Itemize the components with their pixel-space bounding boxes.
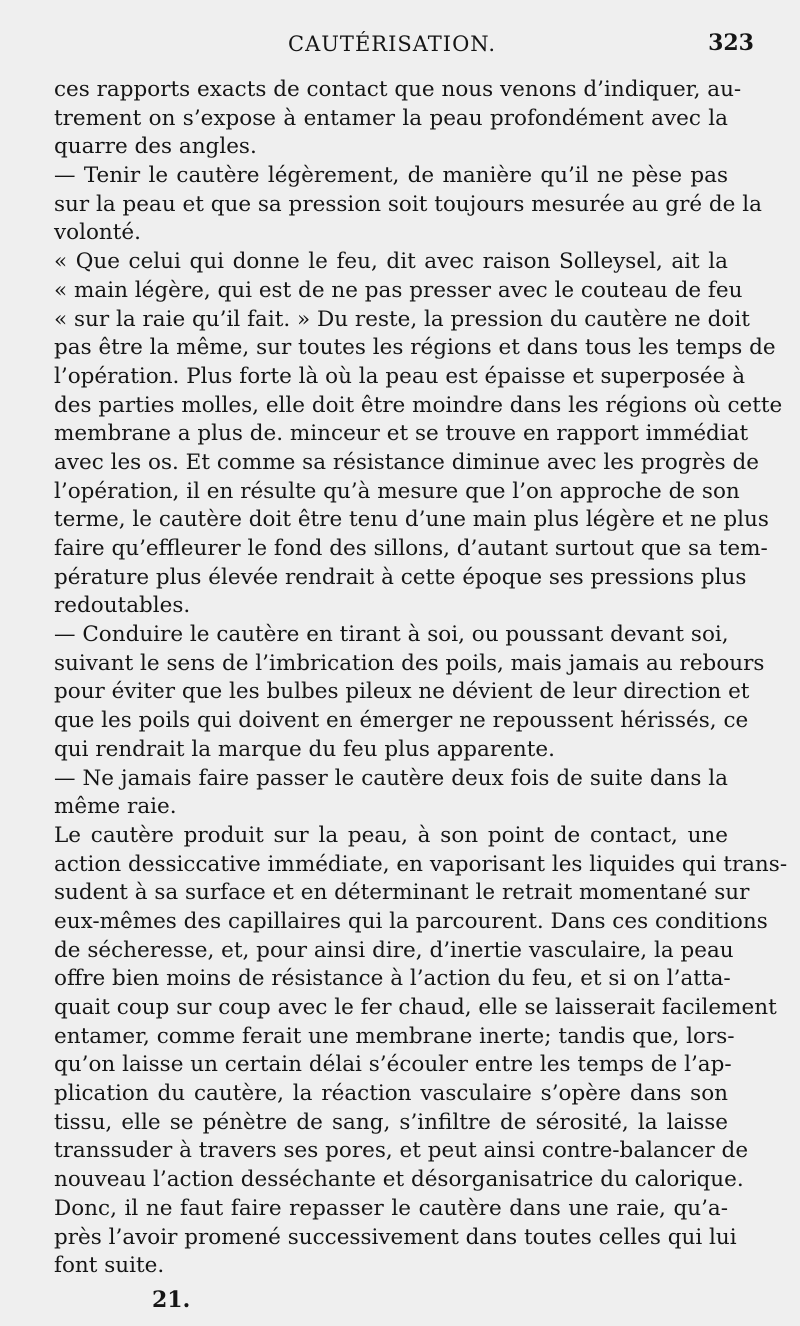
text-line: « Que celui qui donne le feu, dit avec raison Solleysel, ait la — [54, 249, 728, 275]
text-line: faire qu’effleurer le fond des sillons, d’autant surtout que sa tem- — [54, 536, 768, 561]
page-number: 323 — [708, 30, 754, 56]
text-line: sur la peau et que sa pression soit toujours mesurée au gré de la — [54, 191, 762, 217]
text-line: terme, le cautère doit être tenu d’une main plus légère et ne plus — [54, 507, 769, 533]
text-line: avec les os. Et comme sa résistance diminue avec les progrès de — [54, 449, 759, 475]
text-line: des parties molles, elle doit être moindre dans les régions où cette — [54, 392, 783, 418]
text-line: plication du cautère, la réaction vasculaire s’opère dans son — [54, 1081, 728, 1107]
text-line: « main légère, qui est de ne pas presser avec le couteau de feu — [54, 277, 743, 303]
text-line: quarre des angles. — [54, 134, 257, 160]
text-line: Le cautère produit sur la peau, à son point de contact, une — [54, 822, 728, 848]
text-line: offre bien moins de résistance à l’action du feu, et si on l’atta- — [54, 966, 731, 992]
text-line: qu’on laisse un certain délai s’écouler entre les temps de l’ap- — [54, 1052, 732, 1078]
text-line: pérature plus élevée rendrait à cette époque ses pressions plus — [54, 564, 747, 590]
running-header-title: CAUTÉRISATION. — [288, 32, 497, 56]
text-line: Donc, il ne faut faire repasser le cautère dans une raie, qu’a- — [54, 1195, 728, 1221]
text-line: « sur la raie qu’il fait. » Du reste, la pression du cautère ne doit — [54, 306, 750, 332]
text-line: l’opération, il en résulte qu’à mesure que l’on approche de son — [54, 478, 740, 504]
text-line: entamer, comme ferait une membrane inerte; tandis que, lors- — [54, 1023, 735, 1049]
text-line: action dessiccative immédiate, en vaporisant les liquides qui trans- — [54, 851, 788, 877]
text-line: volonté. — [54, 220, 141, 246]
text-line: membrane a plus de. minceur et se trouve en rapport immédiat — [54, 421, 749, 447]
text-line: l’opération. Plus forte là où la peau est épaisse et superposée à — [54, 363, 746, 389]
text-line: même raie. — [54, 794, 177, 820]
text-line: quait coup sur coup avec le fer chaud, elle se laisserait facilement — [54, 995, 777, 1020]
text-line: près l’avoir promené successivement dans toutes celles qui lui — [54, 1224, 737, 1250]
text-line: — Ne jamais faire passer le cautère deux fois de suite dans la — [54, 765, 728, 791]
text-line: nouveau l’action desséchante et désorganisatrice du calorique. — [54, 1167, 744, 1193]
body-text — [54, 76, 788, 1281]
text-line: — Tenir le cautère légèrement, de manière qu’il ne pèse pas — [54, 163, 728, 189]
text-line: trement on s’expose à entamer la peau profondément avec la — [54, 105, 728, 131]
text-line: transsuder à travers ses pores, et peut ainsi contre-balancer de — [54, 1138, 749, 1164]
text-line: pas être la même, sur toutes les régions et dans tous les temps de — [54, 335, 776, 361]
text-line: sudent à sa surface et en déterminant le retrait momentané sur — [54, 880, 750, 906]
signature-mark: 21. — [152, 1287, 191, 1313]
text-line: tissu, elle se pénètre de sang, s’infiltre de sérosité, la laisse — [54, 1109, 728, 1135]
text-line: de sécheresse, et, pour ainsi dire, d’inertie vasculaire, la peau — [54, 937, 734, 963]
text-line: qui rendrait la marque du feu plus apparente. — [54, 736, 555, 762]
text-line: eux-mêmes des capillaires qui la parcourent. Dans ces conditions — [54, 908, 768, 934]
text-line: pour éviter que les bulbes pileux ne dévient de leur direction et — [54, 679, 750, 705]
text-line: — Conduire le cautère en tirant à soi, ou poussant devant soi, — [54, 622, 729, 648]
text-line: suivant le sens de l’imbrication des poils, mais jamais au rebours — [54, 650, 765, 676]
text-line: ces rapports exacts de contact que nous venons d’indiquer, au- — [54, 77, 742, 102]
text-line: font suite. — [54, 1253, 165, 1279]
text-line: redoutables. — [54, 593, 191, 619]
text-line: que les poils qui doivent en émerger ne repoussent hérissés, ce — [54, 708, 749, 734]
